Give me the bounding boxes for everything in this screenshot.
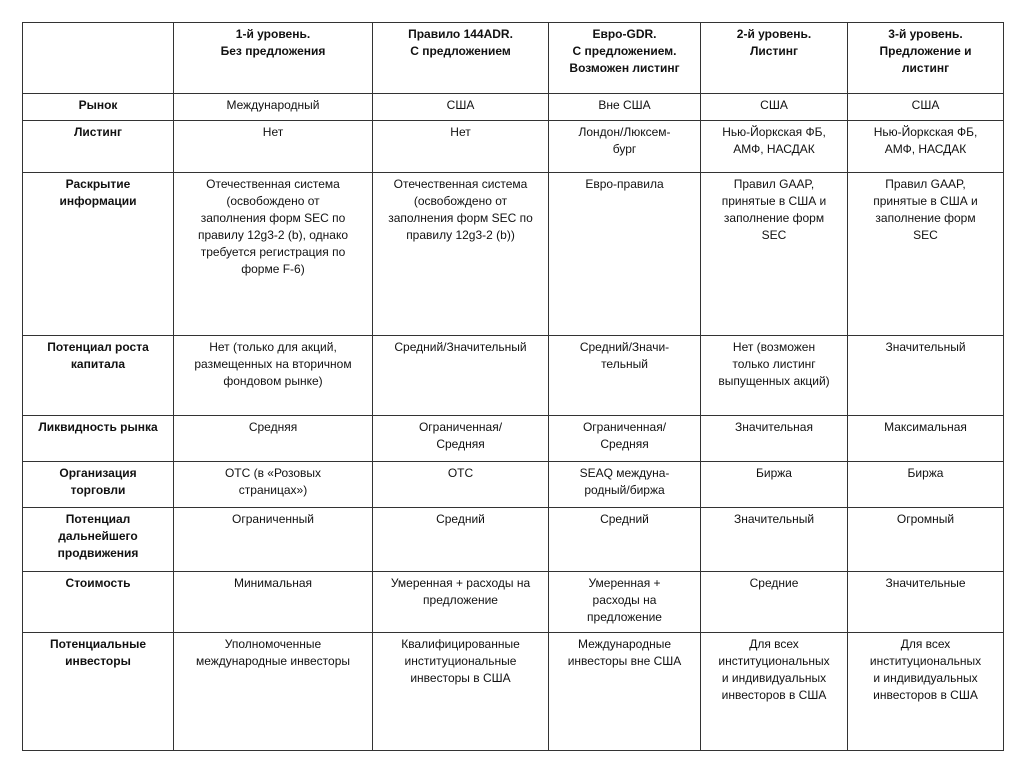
table-cell: Средний — [549, 508, 701, 572]
table-cell: Нет (возможен только листинг выпущенных акций) — [701, 336, 848, 416]
table-cell: Биржа — [848, 462, 1004, 508]
table-row — [23, 633, 1004, 751]
table-cell: Значительный — [848, 336, 1004, 416]
column-header: Евро-GDR. С предложением. Возможен листинг — [549, 23, 701, 94]
table-row — [23, 94, 1004, 121]
column-header — [23, 23, 174, 94]
table-cell: США — [701, 94, 848, 121]
table-row — [23, 416, 1004, 462]
table-cell: Средний/Значительный — [373, 336, 549, 416]
table-cell: Лондон/Люксем- бург — [549, 121, 701, 173]
table-cell: Нет — [373, 121, 549, 173]
table-cell: Для всех институциональных и индивидуальных инвесторов в США — [848, 633, 1004, 751]
table-cell: Квалифицированные институциональные инвесторы в США — [373, 633, 549, 751]
table-cell: США — [848, 94, 1004, 121]
table-cell: Средняя — [174, 416, 373, 462]
table-cell: Биржа — [701, 462, 848, 508]
table-cell: Средний — [373, 508, 549, 572]
table-cell: Для всех институциональных и индивидуальных инвесторов в США — [701, 633, 848, 751]
table-cell: OTC — [373, 462, 549, 508]
table-row — [23, 462, 1004, 508]
row-header: Стоимость — [23, 572, 174, 633]
table-cell: Максимальная — [848, 416, 1004, 462]
table-cell: Нью-Йоркская ФБ, АМФ, НАСДАК — [848, 121, 1004, 173]
table-row — [23, 121, 1004, 173]
table-cell: Отечественная система (освобождено от заполнения форм SEC по правилу 12g3-2 (b)) — [373, 173, 549, 336]
table-cell: Вне США — [549, 94, 701, 121]
table-cell: Нет (только для акций, размещенных на вторичном фондовом рынке) — [174, 336, 373, 416]
table-cell: Умеренная + расходы на предложение — [549, 572, 701, 633]
table-cell: Международный — [174, 94, 373, 121]
table-cell: Евро-правила — [549, 173, 701, 336]
table-cell: OTC (в «Розовых страницах») — [174, 462, 373, 508]
table-cell: Международные инвесторы вне США — [549, 633, 701, 751]
column-header: 1-й уровень. Без предложения — [174, 23, 373, 94]
row-header: Листинг — [23, 121, 174, 173]
table-cell: Отечественная система (освобождено от заполнения форм SEC по правилу 12g3-2 (b), однако требуется регистрация по форме F-6) — [174, 173, 373, 336]
row-header: Потенциал роста капитала — [23, 336, 174, 416]
table-cell: Правил GAAP, принятые в США и заполнение форм SEC — [701, 173, 848, 336]
table-cell: Огромный — [848, 508, 1004, 572]
row-header: Потенциал дальнейшего продвижения — [23, 508, 174, 572]
table-cell: США — [373, 94, 549, 121]
column-header: 2-й уровень. Листинг — [701, 23, 848, 94]
table-row — [23, 173, 1004, 336]
table-cell: Нью-Йоркская ФБ, АМФ, НАСДАК — [701, 121, 848, 173]
row-header: Рынок — [23, 94, 174, 121]
table-cell: Значительная — [701, 416, 848, 462]
adr-comparison-table — [22, 22, 1004, 751]
table-row — [23, 508, 1004, 572]
table-cell: Ограниченная/ Средняя — [549, 416, 701, 462]
table-cell: Значительный — [701, 508, 848, 572]
table-cell: Средние — [701, 572, 848, 633]
header-row — [23, 23, 1004, 94]
table-cell: Значительные — [848, 572, 1004, 633]
table-cell: Ограниченная/ Средняя — [373, 416, 549, 462]
column-header: Правило 144ADR. С предложением — [373, 23, 549, 94]
row-header: Раскрытие информации — [23, 173, 174, 336]
column-header: 3-й уровень. Предложение и листинг — [848, 23, 1004, 94]
table-cell: SEAQ междуна- родный/биржа — [549, 462, 701, 508]
table-cell: Правил GAAP, принятые в США и заполнение форм SEC — [848, 173, 1004, 336]
row-header: Организация торговли — [23, 462, 174, 508]
table-row — [23, 336, 1004, 416]
table-cell: Нет — [174, 121, 373, 173]
table-cell: Уполномоченные международные инвесторы — [174, 633, 373, 751]
table-cell: Ограниченный — [174, 508, 373, 572]
table-cell: Умеренная + расходы на предложение — [373, 572, 549, 633]
row-header: Потенциальные инвесторы — [23, 633, 174, 751]
row-header: Ликвидность рынка — [23, 416, 174, 462]
table-cell: Минимальная — [174, 572, 373, 633]
table-row — [23, 572, 1004, 633]
table-cell: Средний/Значи- тельный — [549, 336, 701, 416]
